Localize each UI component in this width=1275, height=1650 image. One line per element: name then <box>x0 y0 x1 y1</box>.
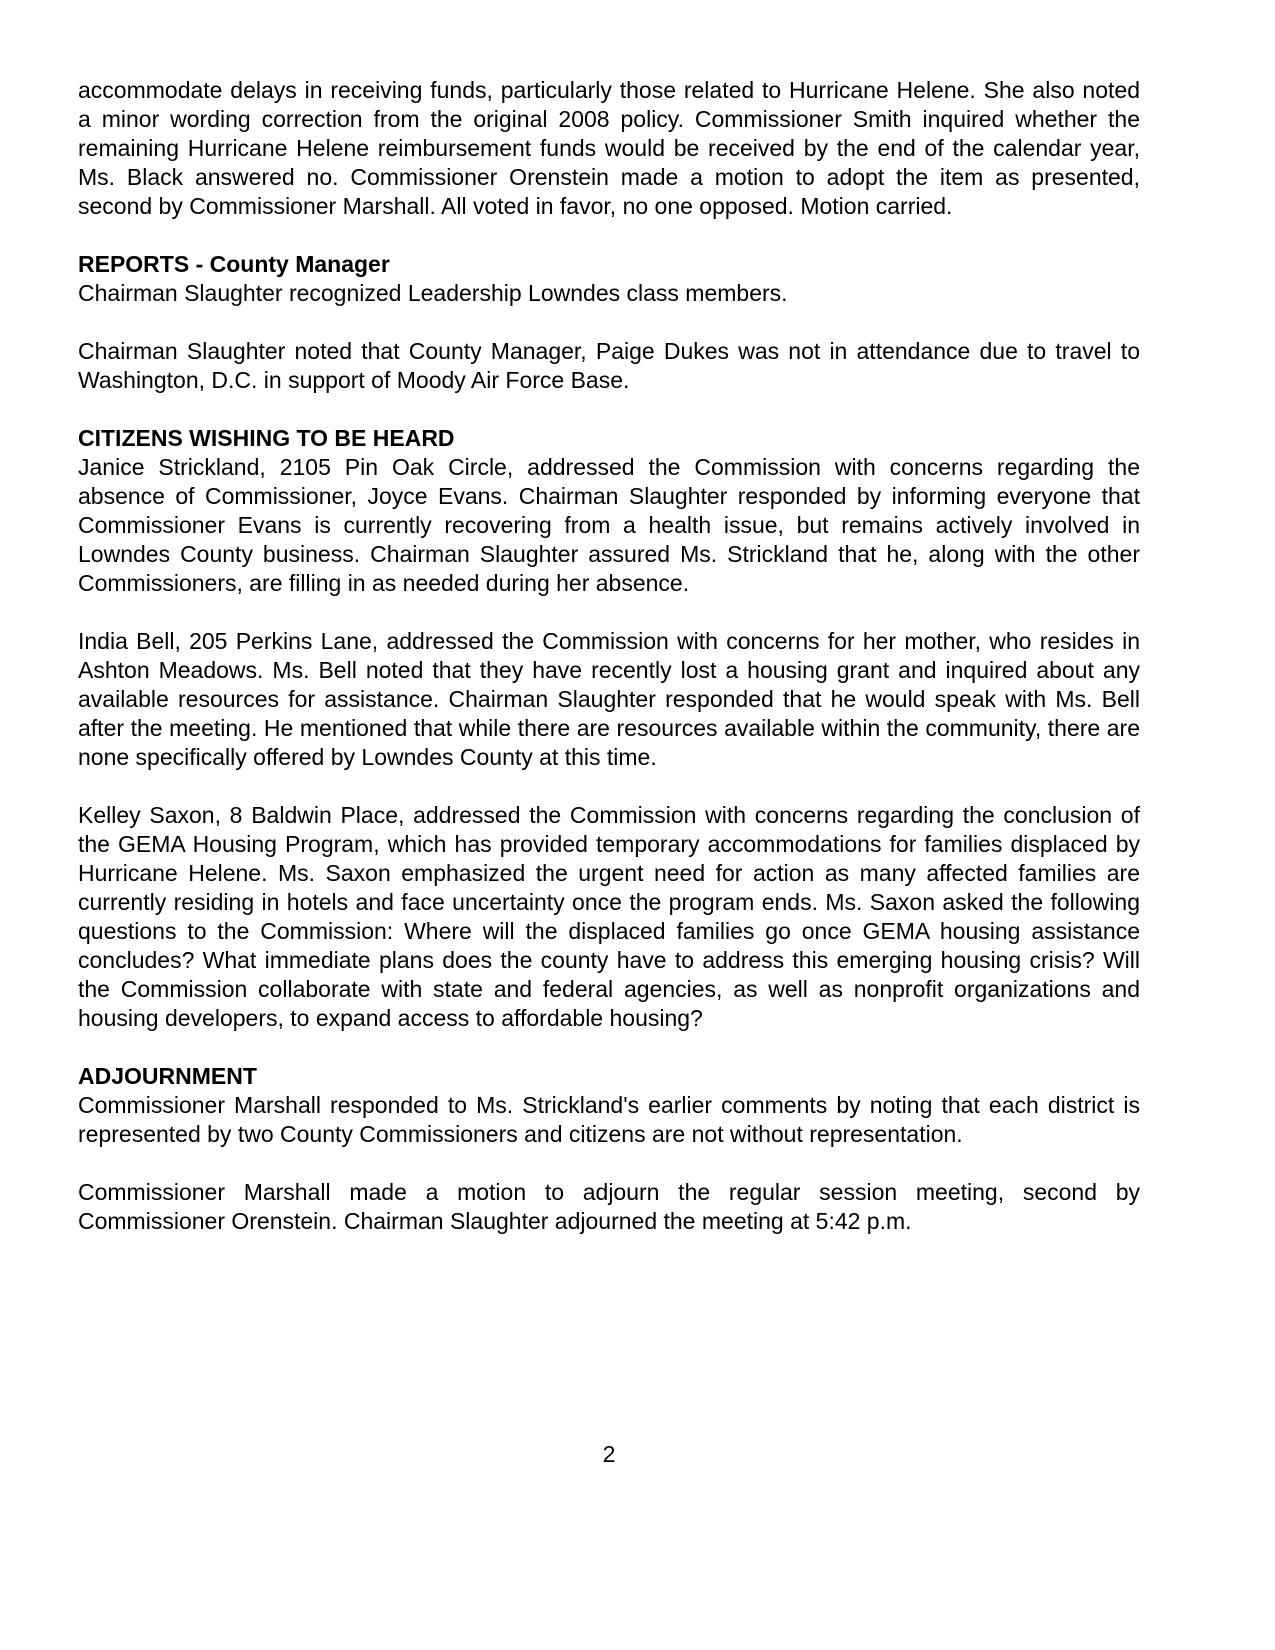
page-content <box>78 76 1140 1265</box>
paragraph: Chairman Slaughter noted that County Manager, Paige Dukes was not in attendance due to travel to Washington, D.C. in support of Moody Air Force Base. <box>78 338 1140 393</box>
section-heading-adjournment: ADJOURNMENT <box>78 1063 257 1089</box>
section-heading-reports-county-manager: REPORTS - County Manager <box>78 251 390 277</box>
page-number: 2 <box>602 1441 616 1467</box>
paragraph: India Bell, 205 Perkins Lane, addressed the Commission with concerns for her mother, who resides in Ashton Meadows. Ms. Bell noted that they have recently lost a housing grant and inquired about any available resources for assistance. Chairman Slaughter responded that he would speak with Ms. Bell after the meeting. He mentioned that while there are resources available within the community, there are none specifically offered by Lowndes County at this time. <box>78 628 1140 770</box>
paragraph: Chairman Slaughter recognized Leadership Lowndes class members. <box>78 280 788 306</box>
paragraph: Janice Strickland, 2105 Pin Oak Circle, addressed the Commission with concerns regarding the absence of Commissioner, Joyce Evans. Chairman Slaughter responded by informing everyone that Commissioner Evans is currently recovering from a health issue, but remains actively involved in Lowndes County business. Chairman Slaughter assured Ms. Strickland that he, along with the other Commissioners, are filling in as needed during her absence. <box>78 454 1140 596</box>
paragraph-continuation: accommodate delays in receiving funds, particularly those related to Hurricane Helene. She also noted a minor wording correction from the original 2008 policy. Commissioner Smith inquired whether the remaining Hurricane Helene reimbursement funds would be received by the end of the calendar year, Ms. Black answered no. Commissioner Orenstein made a motion to adopt the item as presented, second by Commissioner Marshall. All voted in favor, no one opposed. Motion carried. <box>78 77 1140 219</box>
paragraph: Commissioner Marshall responded to Ms. Strickland's earlier comments by noting that each district is represented by two County Commissioners and citizens are not without representation. <box>78 1092 1140 1147</box>
paragraph: Kelley Saxon, 8 Baldwin Place, addressed the Commission with concerns regarding the conclusion of the GEMA Housing Program, which has provided temporary accommodations for families displaced by Hurricane Helene. Ms. Saxon emphasized the urgent need for action as many affected families are currently residing in hotels and face uncertainty once the program ends. Ms. Saxon asked the following questions to the Commission: Where will the displaced families go once GEMA housing assistance concludes? What immediate plans does the county have to address this emerging housing crisis? Will the Commission collaborate with state and federal agencies, as well as nonprofit organizations and housing developers, to expand access to affordable housing? <box>78 802 1140 1031</box>
section-heading-citizens-wishing-to-be-heard: CITIZENS WISHING TO BE HEARD <box>78 425 455 451</box>
paragraph: Commissioner Marshall made a motion to adjourn the regular session meeting, second by Commissioner Orenstein. Chairman Slaughter adjourned the meeting at 5:42 p.m. <box>78 1179 1140 1234</box>
